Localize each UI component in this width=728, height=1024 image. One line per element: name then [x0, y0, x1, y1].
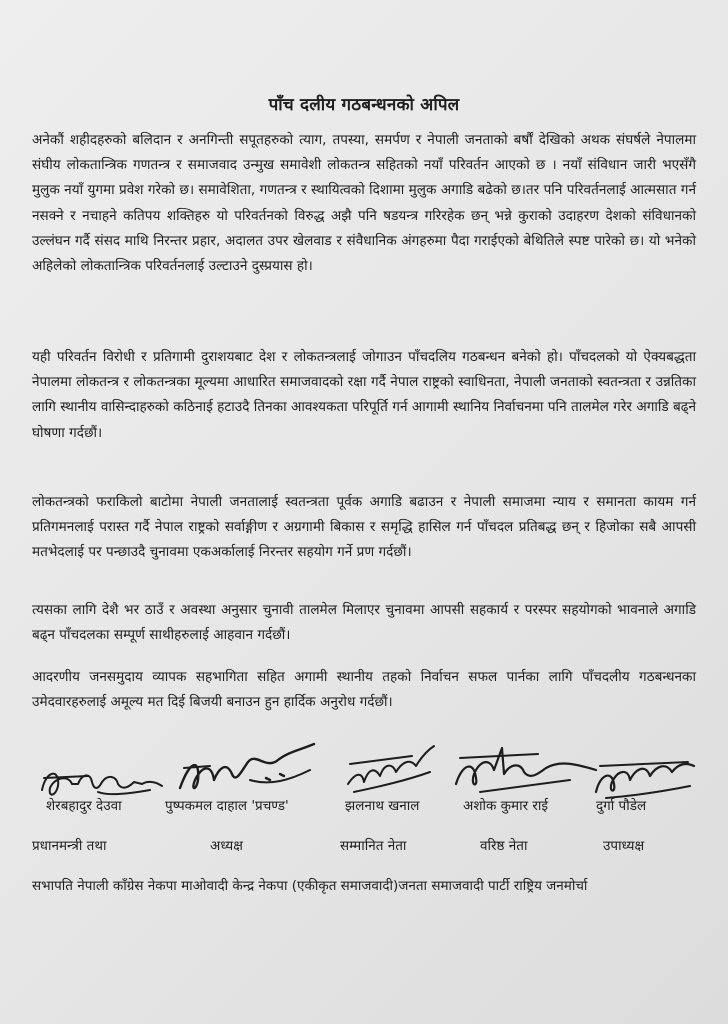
paragraph-4: त्यसका लागि देशै भर ठाउँ र अवस्था अनुसार चुनावी तालमेल मिलाएर चुनावमा आपसी सहकार्य र परस्पर सहयोगको भावनाले अगाडि बढ्न पाँचदलका सम्पूर्ण साथीहरुलाई आहवान गर्दछौं।: [32, 602, 696, 644]
signature-2: [170, 740, 320, 802]
signatory-4-name: अशोक कुमार राई: [463, 798, 549, 814]
signatory-5-name: दुर्गा पौडेल: [596, 798, 647, 814]
paragraph-3: लोकतन्त्रको फराकिलो बाटोमा नेपाली जनतालाई स्वतन्त्रता पूर्वक अगाडि बढाउन र नेपाली समाजमा न्याय र समानता कायम गर्न प्रतिगमनलाई परास्त गर्दै नेपाल राष्ट्रको सर्वाङ्गीण र अग्रगामी बिकास र समृद्धि हासिल गर्न पाँचदल प्रतिबद्ध छन् र हिजोका सबै आपसी मतभेदलाई पर पन्छाउदै चुनावमा एकअर्कालाई निरन्तर सहयोग गर्ने प्रण गर्दछौं।: [32, 494, 696, 561]
signature-5: [590, 752, 700, 802]
paragraph-2: यही परिवर्तन विरोधी र प्रतिगामी दुराशयबाट देश र लोकतन्त्रलाई जोगाउन पाँचदलिय गठबन्धन बनेको हो। पाँचदलको यो ऐक्यबद्धता नेपालमा लोकतन्त्र र लोकतन्त्रका मूल्यमा आधारित समाजवादको रक्षा गर्दै नेपाल राष्ट्रको स्वाधिनता, नेपाली जनताको स्वतन्त्रता र उन्नतिका लागि स्थानीय वासिन्दाहरुको कठिनाई हटाउदै तिनका आवश्यकता परिपूर्ति गर्न आगामी स्थानिय निर्वाचनमा पनि तालमेल गरेर अगाडि बढ्ने घोषणा गर्दछौं।: [32, 349, 696, 441]
signatory-3-role: सम्मानित नेता: [340, 838, 407, 854]
paragraph-5: आदरणीय जनसमुदाय व्यापक सहभागिता सहित अगामी स्थानीय तहको निर्वाचन सफल पार्नका लागि पाँचदलीय गठबन्धनका उमेदवारहरुलाई अमूल्य मत दिई बिजयी बनाउन हुन हार्दिक अनुरोध गर्दछौं।: [32, 669, 696, 711]
signatory-2-name: पुष्पकमल दाहाल 'प्रचण्ड': [165, 798, 289, 814]
paragraph-1: अनेकौं शहीदहरुको बलिदान र अनगिन्ती सपूतहरुको त्याग, तपस्या, समर्पण र नेपाली जनताको बर्षौं देखिको अथक संघर्षले नेपालमा संघीय लोकतान्त्रिक गणतन्त्र र समाजवाद उन्मुख समावेशी लोकतन्त्र सहितको नयाँ परिवर्तन आएको छ । नयाँ संविधान जारी भएसँगै मुलुक नयाँ युगमा प्रवेश गरेको छ। समावेशिता, गणतन्त्र र स्थायित्वको दिशामा मुलुक अगाडि बढेको छ।तर पनि परिवर्तनलाई आत्मसात गर्न नसक्ने र नचाहने कतिपय शक्तिहरु यो परिवर्तनको विरुद्ध अझै पनि षडयन्त्र गरिरहेक छन् भन्ने कुराको उदाहरण देशको संविधानको उल्लंघन गर्दै संसद माथि निरन्तर प्रहार, अदालत उपर खेलवाड र संवैधानिक अंगहरुमा पैदा गराईएको बेथितिले स्पष्ट पारेको छ। यो भनेको अहिलेको लोकतान्त्रिक परिवर्तनलाई उल्टाउने दुस्प्रयास हो।: [32, 132, 696, 275]
signatory-1-role: प्रधानमन्त्री तथा: [32, 838, 107, 854]
signature-3: [342, 742, 438, 798]
signatory-5-role: उपाध्यक्ष: [603, 838, 645, 854]
signatory-1-name: शेरबहादुर देउवा: [46, 798, 122, 814]
signatory-4-role: वरिष्ठ नेता: [480, 838, 528, 854]
signature-4: [450, 740, 600, 800]
signatory-3-name: झलनाथ खनाल: [345, 798, 420, 814]
signatory-2-role: अध्यक्ष: [210, 838, 243, 854]
document-title: पाँच दलीय गठबन्धनको अपिल: [268, 95, 460, 115]
party-affiliations: सभापति नेपाली काँग्रेस नेकपा माओवादी केन्द्र नेकपा (एकीकृत समाजवादी)जनता समाजवादी पार्टी राष्ट्रिय जनमोर्चा: [32, 878, 588, 894]
